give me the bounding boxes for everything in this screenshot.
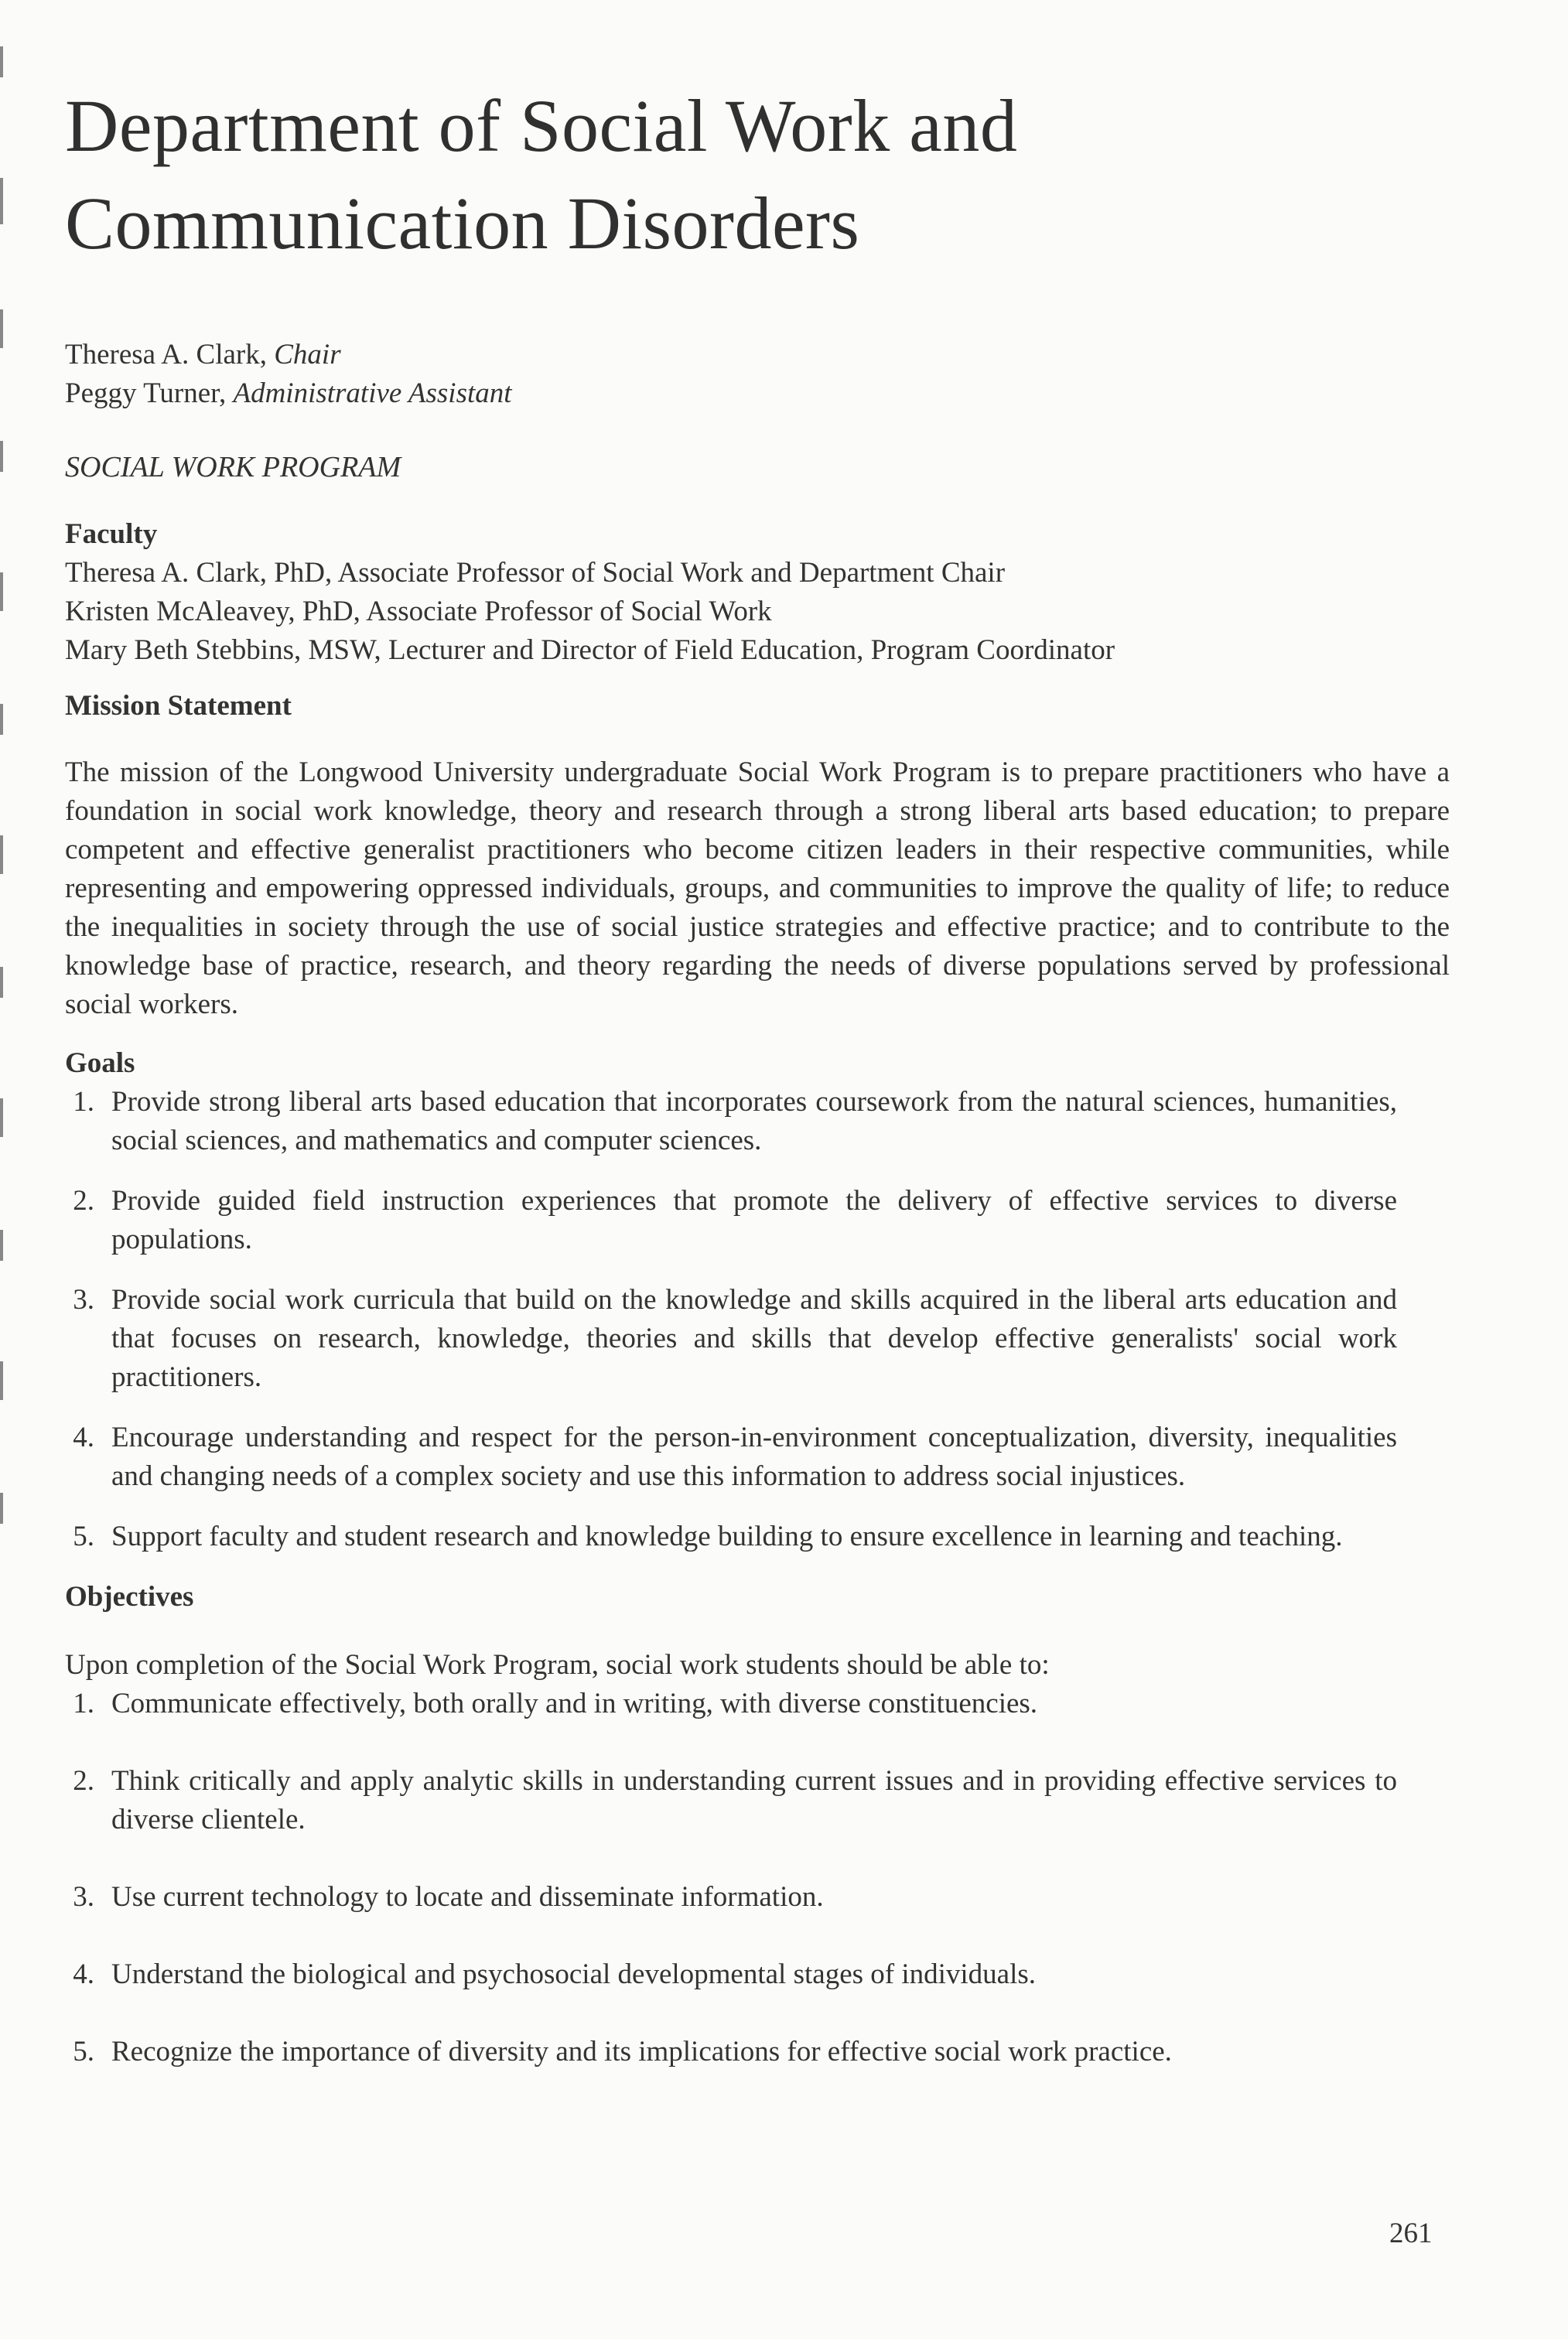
- mission-statement: The mission of the Longwood University undergraduate Social Work Program is to prepare practitioners who have a foundation in social work knowledge, theory and research through a strong liberal arts based education; to prepare competent and effective generalist practitioners who become citizen leaders in their respective communities, while representing and empowering oppressed individuals, groups, and communities to improve the quality of life; to reduce the inequalities in society through the use of social justice strategies and effective practice; and to contribute to the knowledge base of practice, research, and theory regarding the needs of diverse populations served by professional social workers.: [65, 756, 1450, 1020]
- binding-edge-mark: [0, 835, 3, 874]
- list-item: [65, 1419, 1397, 1496]
- binding-edge-mark: [0, 572, 3, 611]
- staff-line-chair: [65, 336, 1450, 374]
- binding-edge-mark: [0, 46, 3, 77]
- binding-edge-mark: [0, 704, 3, 735]
- staff-name: Theresa A. Clark,: [65, 339, 275, 370]
- objectives-intro: Upon completion of the Social Work Program, social work students should be able to:: [65, 1649, 1050, 1681]
- item-text: Provide social work curricula that build on the knowledge and skills acquired in the liberal arts education and that focuses on research, knowledge, theories and skills that develop effective generalists' social work practitioners.: [111, 1284, 1397, 1393]
- list-item: [65, 1955, 1397, 1994]
- mission-heading: Mission Statement: [65, 690, 292, 722]
- page-title: [65, 77, 1450, 272]
- department-staff: [65, 336, 1450, 413]
- item-text: Provide guided field instruction experiences that promote the delivery of effective services to diverse populations.: [111, 1185, 1397, 1255]
- item-number: 3.: [73, 1881, 94, 1913]
- item-text: Understand the biological and psychosocial developmental stages of individuals.: [111, 1958, 1037, 1990]
- item-number: 4.: [73, 1422, 94, 1453]
- objectives-list: [65, 1685, 1397, 2071]
- item-number: 2.: [73, 1765, 94, 1797]
- goals-heading: Goals: [65, 1047, 135, 1079]
- item-text: Support faculty and student research and knowledge building to ensure excellence in learning and teaching.: [111, 1521, 1343, 1552]
- list-item: [65, 2033, 1397, 2071]
- item-text: Use current technology to locate and disseminate information.: [111, 1881, 824, 1913]
- item-number: 4.: [73, 1958, 94, 1990]
- list-item: [65, 1685, 1397, 1723]
- item-number: 2.: [73, 1185, 94, 1217]
- item-number: 5.: [73, 1521, 94, 1552]
- item-number: 1.: [73, 1688, 94, 1719]
- title-line-2: Communication Disorders: [65, 182, 860, 265]
- item-text: Recognize the importance of diversity and its implications for effective social work practice.: [111, 2036, 1172, 2068]
- faculty-list: [65, 554, 1450, 670]
- list-item: [65, 1182, 1397, 1259]
- item-text: Think critically and apply analytic skills in understanding current issues and in providing effective services to diverse clientele.: [111, 1765, 1397, 1835]
- faculty-member: Mary Beth Stebbins, MSW, Lecturer and Director of Field Education, Program Coordinator: [65, 634, 1115, 666]
- list-item: [65, 1878, 1397, 1917]
- list-item: [65, 1518, 1397, 1556]
- item-text: Communicate effectively, both orally and in writing, with diverse constituencies.: [111, 1688, 1038, 1719]
- document-page: [65, 77, 1450, 2110]
- staff-role: Administrative Assistant: [233, 377, 512, 409]
- list-item: [65, 1281, 1397, 1397]
- program-heading: SOCIAL WORK PROGRAM: [65, 451, 401, 483]
- title-line-1: Department of Social Work and: [65, 84, 1018, 167]
- binding-edge-mark: [0, 441, 3, 472]
- binding-edge-mark: [0, 309, 3, 348]
- item-number: 1.: [73, 1086, 94, 1118]
- binding-edge-mark: [0, 1230, 3, 1261]
- item-text: Provide strong liberal arts based education that incorporates coursework from the natural sciences, humanities, social sciences, and mathematics and computer sciences.: [111, 1086, 1397, 1156]
- list-item: [65, 1762, 1397, 1839]
- staff-line-assistant: [65, 374, 1450, 413]
- list-item: [65, 1083, 1397, 1160]
- staff-name: Peggy Turner,: [65, 377, 234, 409]
- binding-edge-mark: [0, 1361, 3, 1400]
- staff-role: Chair: [274, 339, 341, 370]
- binding-edge-mark: [0, 178, 3, 224]
- binding-edge-mark: [0, 967, 3, 998]
- faculty-member: Theresa A. Clark, PhD, Associate Professor of Social Work and Department Chair: [65, 557, 1006, 589]
- faculty-member: Kristen McAleavey, PhD, Associate Professor of Social Work: [65, 596, 772, 627]
- faculty-heading: Faculty: [65, 518, 158, 550]
- objectives-heading: Objectives: [65, 1581, 194, 1613]
- binding-edge-mark: [0, 1493, 3, 1524]
- binding-edge-mark: [0, 1098, 3, 1137]
- page-number: 261: [1389, 2218, 1433, 2249]
- goals-list: [65, 1083, 1397, 1556]
- item-number: 5.: [73, 2036, 94, 2068]
- item-number: 3.: [73, 1284, 94, 1316]
- item-text: Encourage understanding and respect for the person-in-environment conceptualization, diversity, inequalities and changing needs of a complex society and use this information to address social injustices.: [111, 1422, 1397, 1492]
